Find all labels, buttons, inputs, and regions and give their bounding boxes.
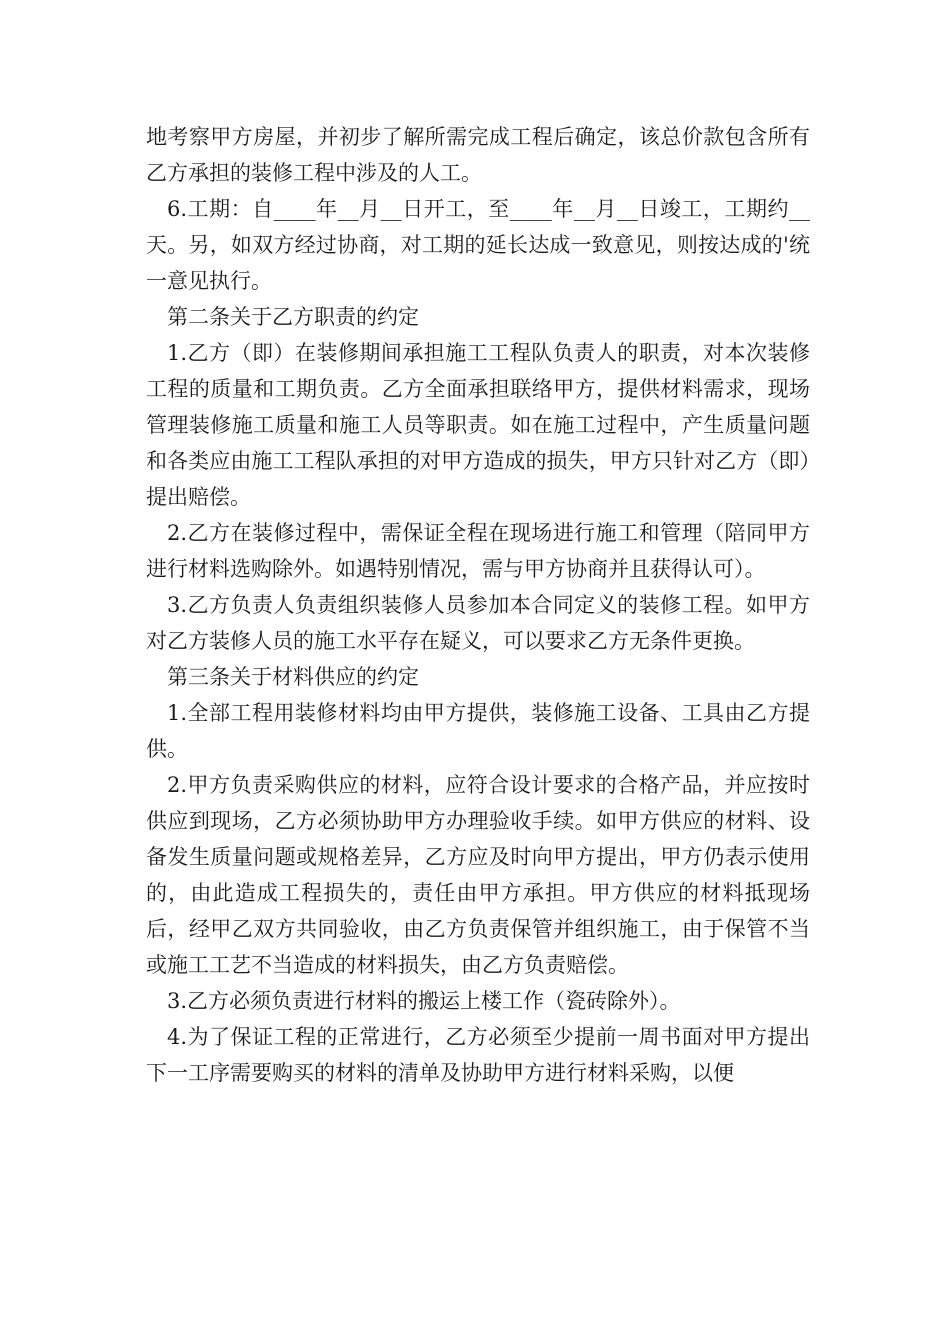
section-heading-article-2: 第二条关于乙方职责的约定 [167, 305, 419, 329]
paragraph-article-2-item-1: 1.乙方（即）在装修期间承担施工工程队负责人的职责，对本次装修工程的质量和工期负责。乙方全面承担联络甲方，提供材料需求，现场管理装修施工质量和施工人员等职责。如在施工过程中，产生质量问题和各类应由施工工程队承担的对甲方造成的损失，甲方只针对乙方（即）提出赔偿。 [146, 341, 810, 509]
paragraph-article-3-item-4: 4.为了保证工程的正常进行，乙方必须至少提前一周书面对甲方提出下一工序需要购买的材料的清单及协助甲方进行材料采购，以便 [146, 1025, 810, 1085]
paragraph-article-2-item-2: 2.乙方在装修过程中，需保证全程在现场进行施工和管理（陪同甲方进行材料选购除外。如遇特别情况，需与甲方协商并且获得认可）。 [146, 521, 810, 581]
paragraph-article-3-item-2: 2.甲方负责采购供应的材料，应符合设计要求的合格产品，并应按时供应到现场，乙方必须协助甲方办理验收手续。如甲方供应的材料、设备发生质量问题或规格差异，乙方应及时向甲方提出，甲方仍表示使用的，由此造成工程损失的，责任由甲方承担。甲方供应的材料抵现场后，经甲乙双方共同验收，由乙方负责保管并组织施工，由于保管不当或施工工艺不当造成的材料损失，由乙方负责赔偿。 [146, 773, 810, 977]
paragraph-construction-period: 6.工期：自____年__月__日开工，至____年__月__日竣工，工期约__天。另，如双方经过协商，对工期的延长达成一致意见，则按达成的'统一意见执行。 [146, 197, 810, 293]
section-heading-article-3: 第三条关于材料供应的约定 [167, 665, 419, 689]
paragraph-continuation: 地考察甲方房屋，并初步了解所需完成工程后确定，该总价款包含所有乙方承担的装修工程中涉及的人工。 [146, 125, 810, 185]
document-body [146, 119, 810, 1091]
paragraph-article-3-item-1: 1.全部工程用装修材料均由甲方提供，装修施工设备、工具由乙方提供。 [146, 701, 810, 761]
paragraph-article-2-item-3: 3.乙方负责人负责组织装修人员参加本合同定义的装修工程。如甲方对乙方装修人员的施工水平存在疑义，可以要求乙方无条件更换。 [146, 593, 810, 653]
paragraph-article-3-item-3: 3.乙方必须负责进行材料的搬运上楼工作（瓷砖除外）。 [167, 989, 681, 1013]
